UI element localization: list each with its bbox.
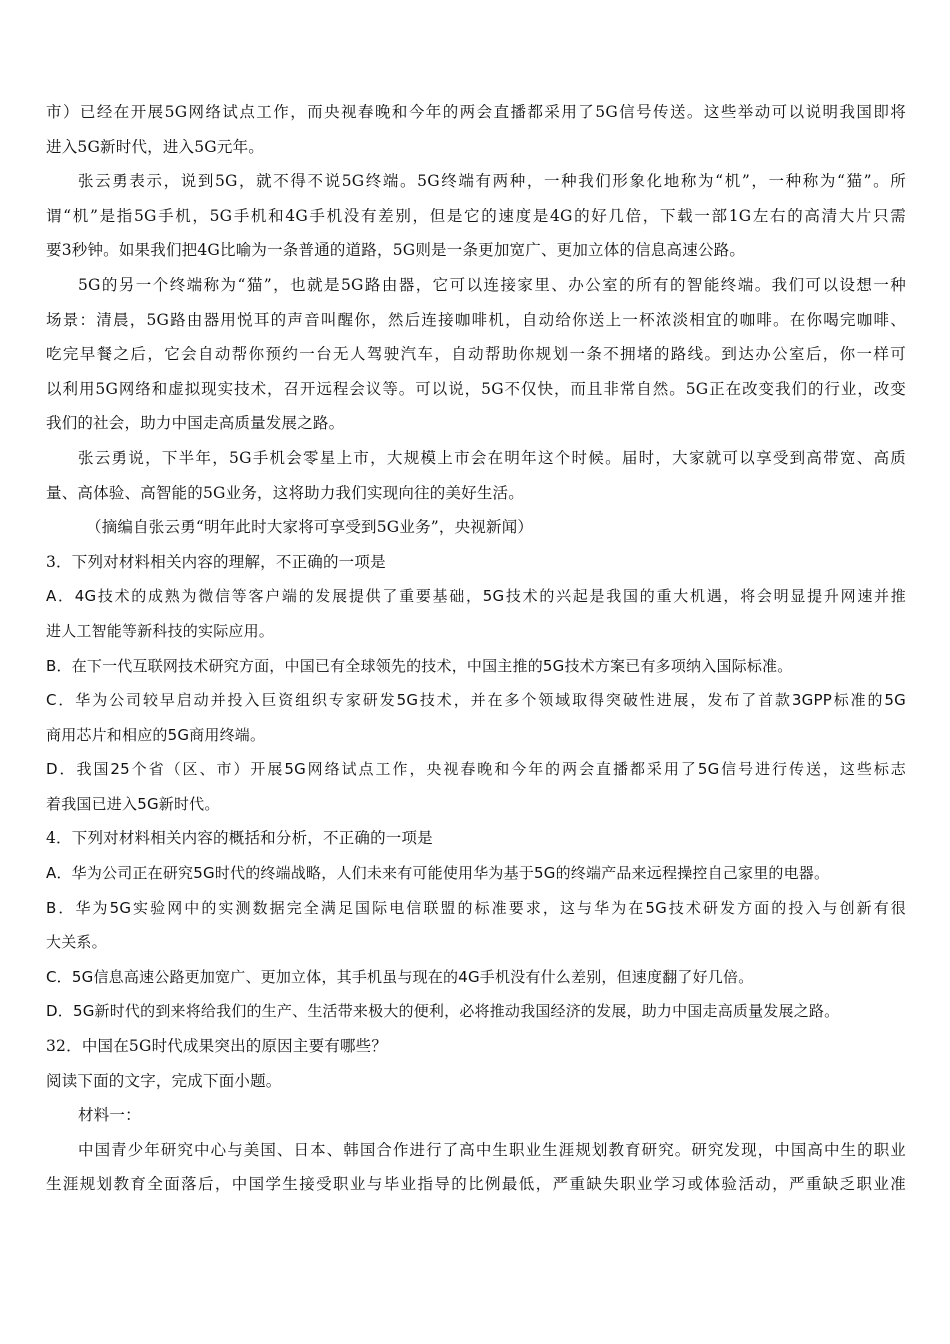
text-line: 4．下列对材料相关内容的概括和分析，不正确的一项是 bbox=[46, 829, 433, 848]
text-line: A．4G技术的成熟为微信等客户端的发展提供了重要基础，5G技术的兴起是我国的重大机遇，将会明显提升网速并推 bbox=[46, 587, 906, 606]
text-line: 场景：清晨，5G路由器用悦耳的声音叫醒你，然后连接咖啡机，自动给你送上一杯浓淡相宜的咖啡。在你喝完咖啡、 bbox=[46, 310, 906, 329]
text-line: B．华为5G实验网中的实测数据完全满足国际电信联盟的标准要求，这与华为在5G技术研发方面的投入与创新有很 bbox=[46, 898, 906, 917]
text-line: C．5G信息高速公路更加宽广、更加立体，其手机虽与现在的4G手机没有什么差别，但速度翻了好几倍。 bbox=[46, 967, 754, 986]
text-line: D．5G新时代的到来将给我们的生产、生活带来极大的便利，必将推动我国经济的发展，助力中国走高质量发展之路。 bbox=[46, 1002, 840, 1021]
text-line: 3．下列对材料相关内容的理解，不正确的一项是 bbox=[46, 552, 386, 571]
text-line: 量、高体验、高智能的5G业务，这将助力我们实现向往的美好生活。 bbox=[46, 483, 524, 502]
text-line: 5G的另一个终端称为“猫”，也就是5G路由器，它可以连接家里、办公室的所有的智能终端。我们可以设想一种 bbox=[78, 275, 906, 294]
text-line: 我们的社会，助力中国走高质量发展之路。 bbox=[46, 414, 345, 433]
text-line: 进人工智能等新科技的实际应用。 bbox=[46, 621, 275, 640]
text-line: 进入5G新时代，进入5G元年。 bbox=[46, 137, 264, 156]
text-line: 阅读下面的文字，完成下面小题。 bbox=[46, 1071, 282, 1090]
text-line: 材料一： bbox=[78, 1106, 141, 1125]
text-line: 大关系。 bbox=[46, 933, 107, 952]
text-line: 市）已经在开展5G网络试点工作，而央视春晚和今年的两会直播都采用了5G信号传送。这些举动可以说明我国即将 bbox=[46, 103, 906, 121]
text-line: 以利用5G网络和虚拟现实技术，召开远程会议等。可以说，5G不仅快，而且非常自然。5G正在改变我们的行业，改变 bbox=[46, 379, 906, 398]
text-line: （摘编自张云勇“明年此时大家将可享受到5G业务”，央视新闻） bbox=[86, 518, 534, 537]
text-line: B．在下一代互联网技术研究方面，中国已有全球领先的技术，中国主推的5G技术方案已有多项纳入国际标准。 bbox=[46, 656, 793, 675]
text-line: 着我国已进入5G新时代。 bbox=[46, 794, 220, 813]
text-line: D．我国25个省（区、市）开展5G网络试点工作，央视春晚和今年的两会直播都采用了5G信号进行传送，这些标志 bbox=[46, 760, 906, 779]
text-line: 张云勇表示，说到5G，就不得不说5G终端。5G终端有两种，一种我们形象化地称为“机”，一种称为“猫”。所 bbox=[78, 172, 906, 191]
text-line: 32．中国在5G时代成果突出的原因主要有哪些？ bbox=[46, 1037, 388, 1056]
text-line: 中国青少年研究中心与美国、日本、韩国合作进行了高中生职业生涯规划教育研究。研究发现，中国高中生的职业 bbox=[78, 1140, 906, 1159]
text-line: A．华为公司正在研究5G时代的终端战略，人们未来有可能使用华为基于5G的终端产品来远程操控自己家里的电器。 bbox=[46, 864, 830, 883]
text-line: C．华为公司较早启动并投入巨资组织专家研发5G技术，并在多个领域取得突破性进展，发布了首款3GPP标准的5G bbox=[46, 691, 906, 710]
text-line: 吃完早餐之后，它会自动帮你预约一台无人驾驶汽车，自动帮助你规划一条不拥堵的路线。到达办公室后，你一样可 bbox=[46, 345, 906, 364]
document-body bbox=[46, 95, 906, 1202]
text-line: 要3秒钟。如果我们把4G比喻为一条普通的道路，5G则是一条更加宽广、更加立体的信息高速公路。 bbox=[46, 241, 746, 260]
text-line: 商用芯片和相应的5G商用终端。 bbox=[46, 725, 266, 744]
text-line: 谓“机”是指5G手机，5G手机和4G手机没有差别，但是它的速度是4G的好几倍，下载一部1G左右的高清大片只需 bbox=[46, 206, 906, 225]
text-line: 张云勇说，下半年，5G手机会零星上市，大规模上市会在明年这个时候。届时，大家就可以享受到高带宽、高质 bbox=[78, 448, 906, 467]
text-line: 生涯规划教育全面落后，中国学生接受职业与毕业指导的比例最低，严重缺失职业学习或体验活动，严重缺乏职业准 bbox=[46, 1175, 906, 1194]
document-page bbox=[46, 95, 906, 1202]
